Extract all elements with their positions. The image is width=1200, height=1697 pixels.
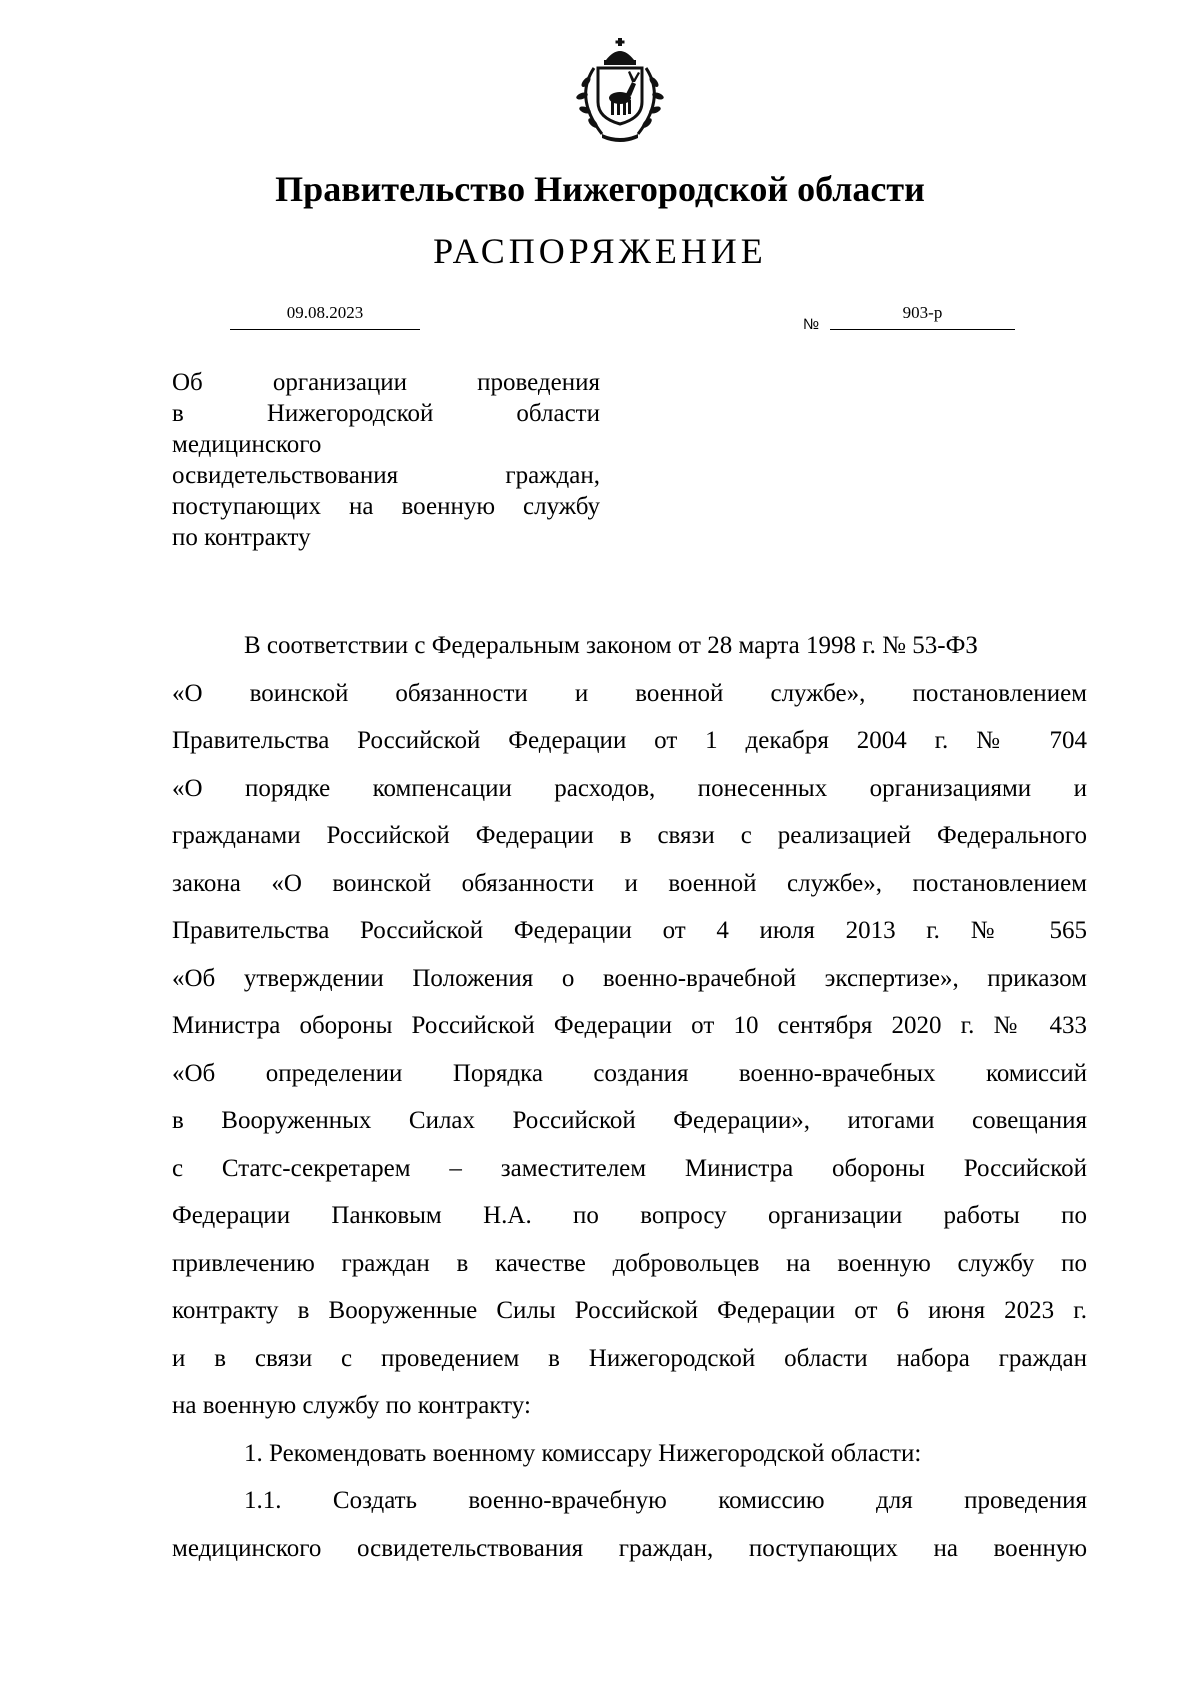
document-type-title: РАСПОРЯЖЕНИЕ xyxy=(433,231,767,271)
number-underline xyxy=(830,329,1015,330)
body-line: «О воинской обязанности и военной службе», постановлением xyxy=(172,679,1087,707)
number-sign: № xyxy=(803,316,820,333)
body-line: 1.1. Создать военно-врачебную комиссию для проведения xyxy=(244,1487,1087,1514)
subject-line: освидетельствования граждан, xyxy=(172,462,600,489)
body-line: медицинского освидетельствования граждан, поступающих на военную xyxy=(172,1534,1087,1562)
body-line: Министра обороны Российской Федерации от 10 сентября 2020 г. № 433 xyxy=(172,1012,1087,1039)
body-line: гражданами Российской Федерации в связи с реализацией Федерального xyxy=(172,822,1087,849)
document-body xyxy=(172,622,1087,1572)
document-date: 09.08.2023 xyxy=(286,303,364,322)
body-line: и в связи с проведением в Нижегородской области набора граждан xyxy=(172,1344,1087,1372)
subject-line: по контракту xyxy=(172,524,311,551)
body-line: Правительства Российской Федерации от 4 июля 2013 г. № 565 xyxy=(172,917,1087,944)
body-line: Правительства Российской Федерации от 1 декабря 2004 г. № 704 xyxy=(172,727,1087,754)
body-line: Федерации Панковым Н.А. по вопросу организации работы по xyxy=(172,1202,1087,1229)
body-line: с Статс-секретарем – заместителем Министра обороны Российской xyxy=(172,1154,1087,1182)
date-underline xyxy=(230,329,420,330)
subject-line: поступающих на военную службу xyxy=(172,493,600,520)
subject-line: в Нижегородской области xyxy=(172,400,600,427)
coat-of-arms-icon xyxy=(560,38,680,142)
government-title: Правительство Нижегородской области xyxy=(275,169,925,209)
body-line: в Вооруженных Силах Российской Федерации», итогами совещания xyxy=(172,1107,1087,1134)
body-line: «Об определении Порядка создания военно-врачебных комиссий xyxy=(172,1059,1087,1087)
subject-line: медицинского xyxy=(172,431,322,458)
body-line: «О порядке компенсации расходов, понесенных организациями и xyxy=(172,774,1087,802)
body-line: на военную службу по контракту: xyxy=(172,1392,531,1419)
body-line: 1. Рекомендовать военному комиссару Нижегородской области: xyxy=(244,1439,922,1467)
body-line: контракту в Вооруженные Силы Российской Федерации от 6 июня 2023 г. xyxy=(172,1297,1087,1324)
body-line: привлечению граждан в качестве добровольцев на военную службу по xyxy=(172,1249,1087,1277)
document-subject xyxy=(172,367,600,553)
document-number: 903-р xyxy=(902,303,943,322)
body-line: «Об утверждении Положения о военно-врачебной экспертизе», приказом xyxy=(172,964,1087,992)
body-line: В соответствии с Федеральным законом от 28 марта 1998 г. № 53-ФЗ xyxy=(244,632,978,659)
subject-line: Об организации проведения xyxy=(172,369,600,396)
body-line: закона «О воинской обязанности и военной службе», постановлением xyxy=(172,869,1087,897)
